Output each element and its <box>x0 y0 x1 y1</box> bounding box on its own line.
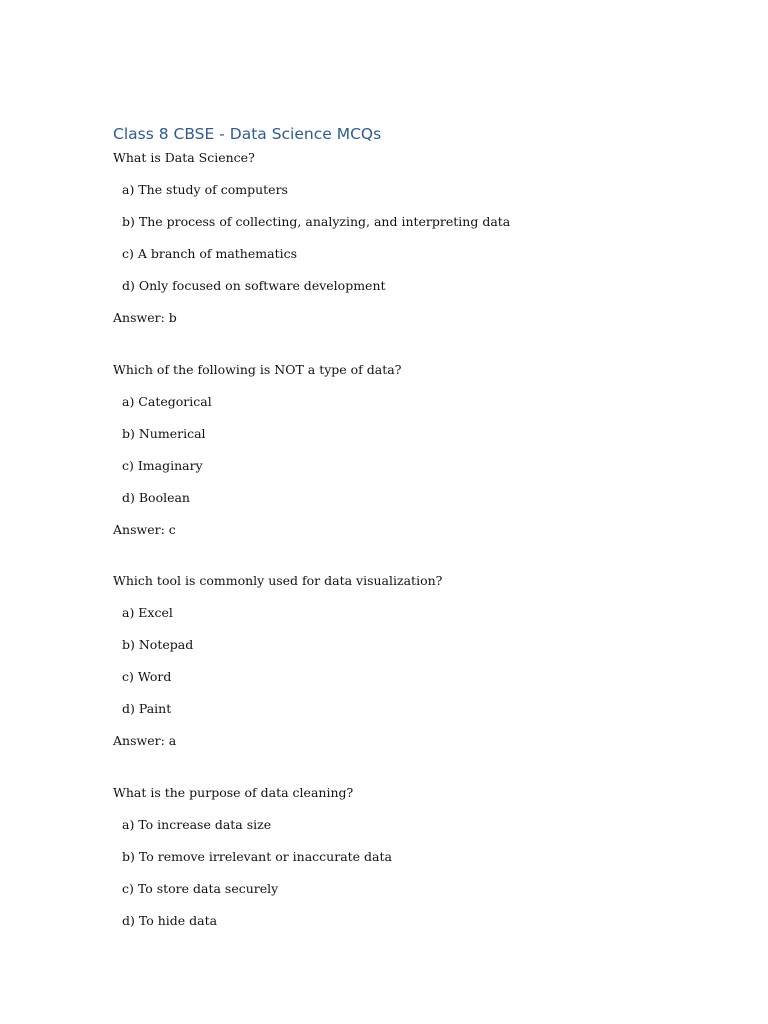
option-c: c) To store data securely <box>122 881 279 896</box>
option-c: c) A branch of mathematics <box>122 246 297 261</box>
option-a: a) Categorical <box>122 394 212 409</box>
option-a: a) The study of computers <box>122 182 288 197</box>
option-c: c) Word <box>122 669 172 684</box>
option-b: b) Numerical <box>122 426 206 441</box>
option-b: b) Notepad <box>122 637 194 652</box>
option-d: d) Paint <box>122 701 172 716</box>
option-d: d) Boolean <box>122 490 190 505</box>
option-d: d) Only focused on software development <box>122 278 386 293</box>
question-text: Which of the following is NOT a type of data? <box>113 362 402 377</box>
option-a: a) Excel <box>122 605 173 620</box>
answer-text: Answer: c <box>113 522 176 537</box>
option-b: b) To remove irrelevant or inaccurate data <box>122 849 392 864</box>
option-b: b) The process of collecting, analyzing, and interpreting data <box>122 214 511 229</box>
option-a: a) To increase data size <box>122 817 272 832</box>
question-text: Which tool is commonly used for data visualization? <box>113 573 443 588</box>
option-c: c) Imaginary <box>122 458 203 473</box>
option-d: d) To hide data <box>122 913 218 928</box>
answer-text: Answer: b <box>113 310 177 325</box>
page-title: Class 8 CBSE - Data Science MCQs <box>113 125 382 143</box>
question-text: What is the purpose of data cleaning? <box>113 785 354 800</box>
answer-text: Answer: a <box>113 733 177 748</box>
question-text: What is Data Science? <box>113 150 255 165</box>
